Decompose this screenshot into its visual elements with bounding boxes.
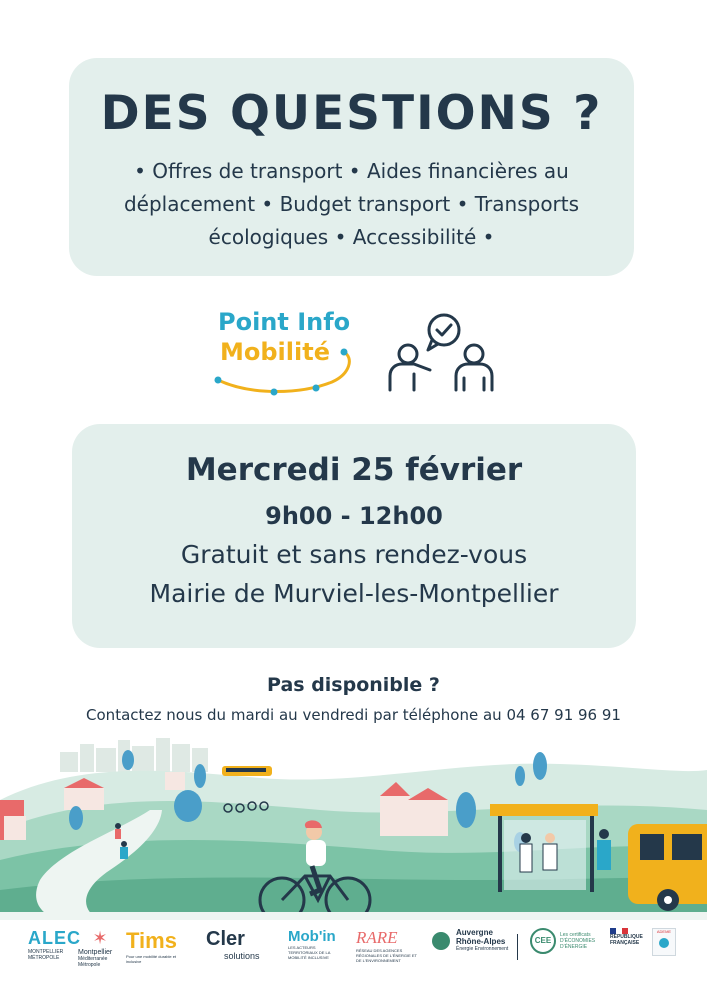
cee-text: Les certificats D'ÉCONOMIES D'ÉNERGIE <box>560 932 596 950</box>
divider <box>517 934 518 960</box>
star-icon: ✶ <box>92 928 108 948</box>
alec-text: ALEC <box>28 928 81 948</box>
montpellier-logo <box>78 928 122 968</box>
cler-text: Cler <box>206 928 245 950</box>
cee-badge: CEE <box>530 928 556 954</box>
rf-line1: RÉPUBLIQUE <box>610 934 643 940</box>
tims-text: Tims <box>126 928 177 953</box>
mobility-landscape-illustration <box>0 730 707 920</box>
page-title: DES QUESTIONS ? <box>100 86 603 141</box>
unavailable-heading: Pas disponible ? <box>267 674 440 696</box>
ademe-logo <box>652 928 676 956</box>
tims-logo <box>126 928 188 964</box>
city-skyline <box>60 738 208 772</box>
ara-line2: Rhône-Alpes <box>456 937 506 946</box>
ara-mountain-icon <box>432 932 450 950</box>
mobin-logo <box>288 928 344 960</box>
consultation-icon <box>386 312 498 396</box>
cler-logo <box>206 928 260 961</box>
republique-francaise-logo <box>610 928 643 946</box>
point-info-mobilite-logo <box>212 308 362 398</box>
montpellier-sub: Méditerranée Métropole <box>78 956 108 968</box>
ademe-text: ADEME <box>656 929 672 934</box>
cee-logo <box>530 928 598 954</box>
rf-line2: FRANÇAISE <box>610 940 640 946</box>
rare-logo <box>356 928 418 963</box>
rare-sub: RÉSEAU DES AGENCES RÉGIONALES DE L'ÉNERGIE ET DE L'ENVIRONNEMENT <box>356 948 417 963</box>
event-date: Mercredi 25 février <box>185 452 523 488</box>
alec-sub: MONTPELLIER MÉTROPOLE <box>28 949 64 961</box>
cler-sub: solutions <box>224 951 260 961</box>
event-hours: 9h00 - 12h00 <box>265 502 443 530</box>
rare-text: RARE <box>356 928 398 947</box>
train <box>222 766 272 776</box>
topics-line: • Offres de transport • Aides financières au <box>134 159 569 183</box>
event-card <box>72 424 636 648</box>
auvergne-rhone-alpes-logo <box>432 928 508 952</box>
contact-text: Contactez nous du mardi au vendredi par téléphone au 04 67 91 96 91 <box>86 706 621 724</box>
questions-card <box>69 58 634 276</box>
event-free-note: Gratuit et sans rendez-vous <box>180 540 528 569</box>
event-place: Mairie de Murviel-les-Montpellier <box>149 579 559 608</box>
topics-line: écologiques • Accessibilité • <box>208 225 495 249</box>
alec-logo <box>28 928 81 961</box>
ara-line1: Auvergne <box>456 928 493 937</box>
montpellier-text: Montpellier <box>78 949 113 956</box>
ara-line3: Énergie Environnement <box>456 946 509 952</box>
bus <box>628 824 707 911</box>
topics-line: déplacement • Budget transport • Transports <box>123 192 580 216</box>
globe-icon <box>659 938 669 948</box>
topics-list <box>92 155 612 254</box>
mobin-text: Mob'in <box>288 928 336 945</box>
logo-line1: Point Info <box>218 308 351 336</box>
tims-sub: Pour une mobilité durable et inclusive <box>126 954 177 964</box>
mobin-sub: LES ACTEURS TERRITORIAUX DE LA MOBILITÉ INCLUSIVE <box>288 945 331 960</box>
logo-line2: Mobilité <box>220 338 330 366</box>
